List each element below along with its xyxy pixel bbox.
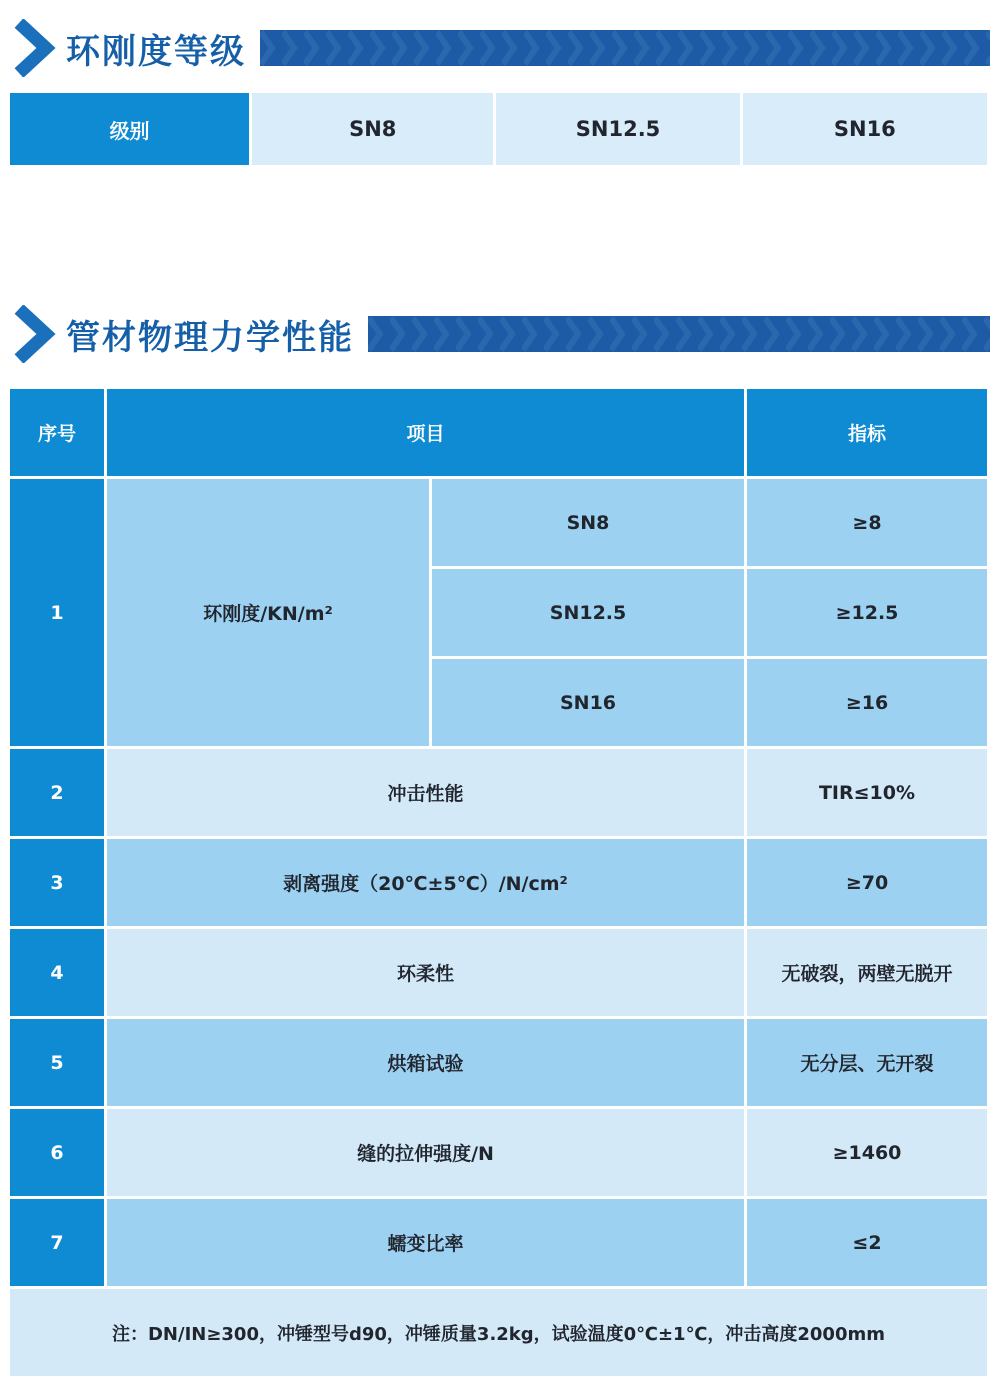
cell-item: 冲击性能 [107,749,744,836]
col-header-no: 序号 [10,389,104,476]
section-title: 环刚度等级 [66,31,246,72]
table-row [10,929,987,1016]
cell-value: ≥1460 [747,1109,987,1196]
cell-value: 无破裂，两壁无脱开 [747,929,987,1016]
cell-row-no: 7 [10,1199,104,1286]
cell-value-sn12-5: ≥12.5 [747,569,987,656]
cell-item: 缝的拉伸强度/N [107,1109,744,1196]
cell-item: 剥离强度（20℃±5℃）/N/cm² [107,839,744,926]
cell-row-no: 5 [10,1019,104,1106]
table-header-row [10,389,987,476]
cell-subitem-sn16: SN16 [432,659,744,746]
table-note: 注：DN/IN≥300，冲锤型号d90，冲锤质量3.2kg，试验温度0℃±1℃，冲击高度2000mm [10,1289,987,1376]
chevron-pattern-banner [368,316,990,352]
cell-grade-sn8: SN8 [252,93,493,165]
chevron-pattern-banner [260,30,990,66]
table-row [10,1019,987,1106]
ring-stiffness-grade-table [7,90,990,168]
cell-item-ring-stiffness: 环刚度/KN/m² [107,479,429,746]
cell-class-label: 级别 [10,93,249,165]
cell-row-no: 4 [10,929,104,1016]
cell-value-sn16: ≥16 [747,659,987,746]
col-header-index: 指标 [747,389,987,476]
table-row [10,749,987,836]
cell-item: 环柔性 [107,929,744,1016]
cell-value: 无分层、无开裂 [747,1019,987,1106]
col-header-item: 项目 [107,389,744,476]
section-title: 管材物理力学性能 [66,317,354,358]
cell-item: 烘箱试验 [107,1019,744,1106]
cell-value: ≤2 [747,1199,987,1286]
chevron-arrow-icon [12,19,56,77]
section-ring-stiffness [10,18,990,168]
table-row [10,93,987,165]
mech-props-table [7,386,990,1379]
cell-row-no: 6 [10,1109,104,1196]
cell-grade-sn16: SN16 [743,93,987,165]
table-row [10,839,987,926]
section-header [10,304,990,364]
section-mech-props [10,304,990,1379]
table-row [10,479,987,566]
cell-row-no: 3 [10,839,104,926]
cell-value: ≥70 [747,839,987,926]
cell-value: TIR≤10% [747,749,987,836]
cell-grade-sn12-5: SN12.5 [496,93,739,165]
section-gap [10,168,990,304]
section-header [10,18,990,78]
cell-row-no: 1 [10,479,104,746]
cell-row-no: 2 [10,749,104,836]
table-note-row [10,1289,987,1376]
table-row [10,1199,987,1286]
cell-value-sn8: ≥8 [747,479,987,566]
cell-subitem-sn8: SN8 [432,479,744,566]
cell-subitem-sn12-5: SN12.5 [432,569,744,656]
chevron-arrow-icon [12,305,56,363]
cell-item: 蠕变比率 [107,1199,744,1286]
table-row [10,1109,987,1196]
